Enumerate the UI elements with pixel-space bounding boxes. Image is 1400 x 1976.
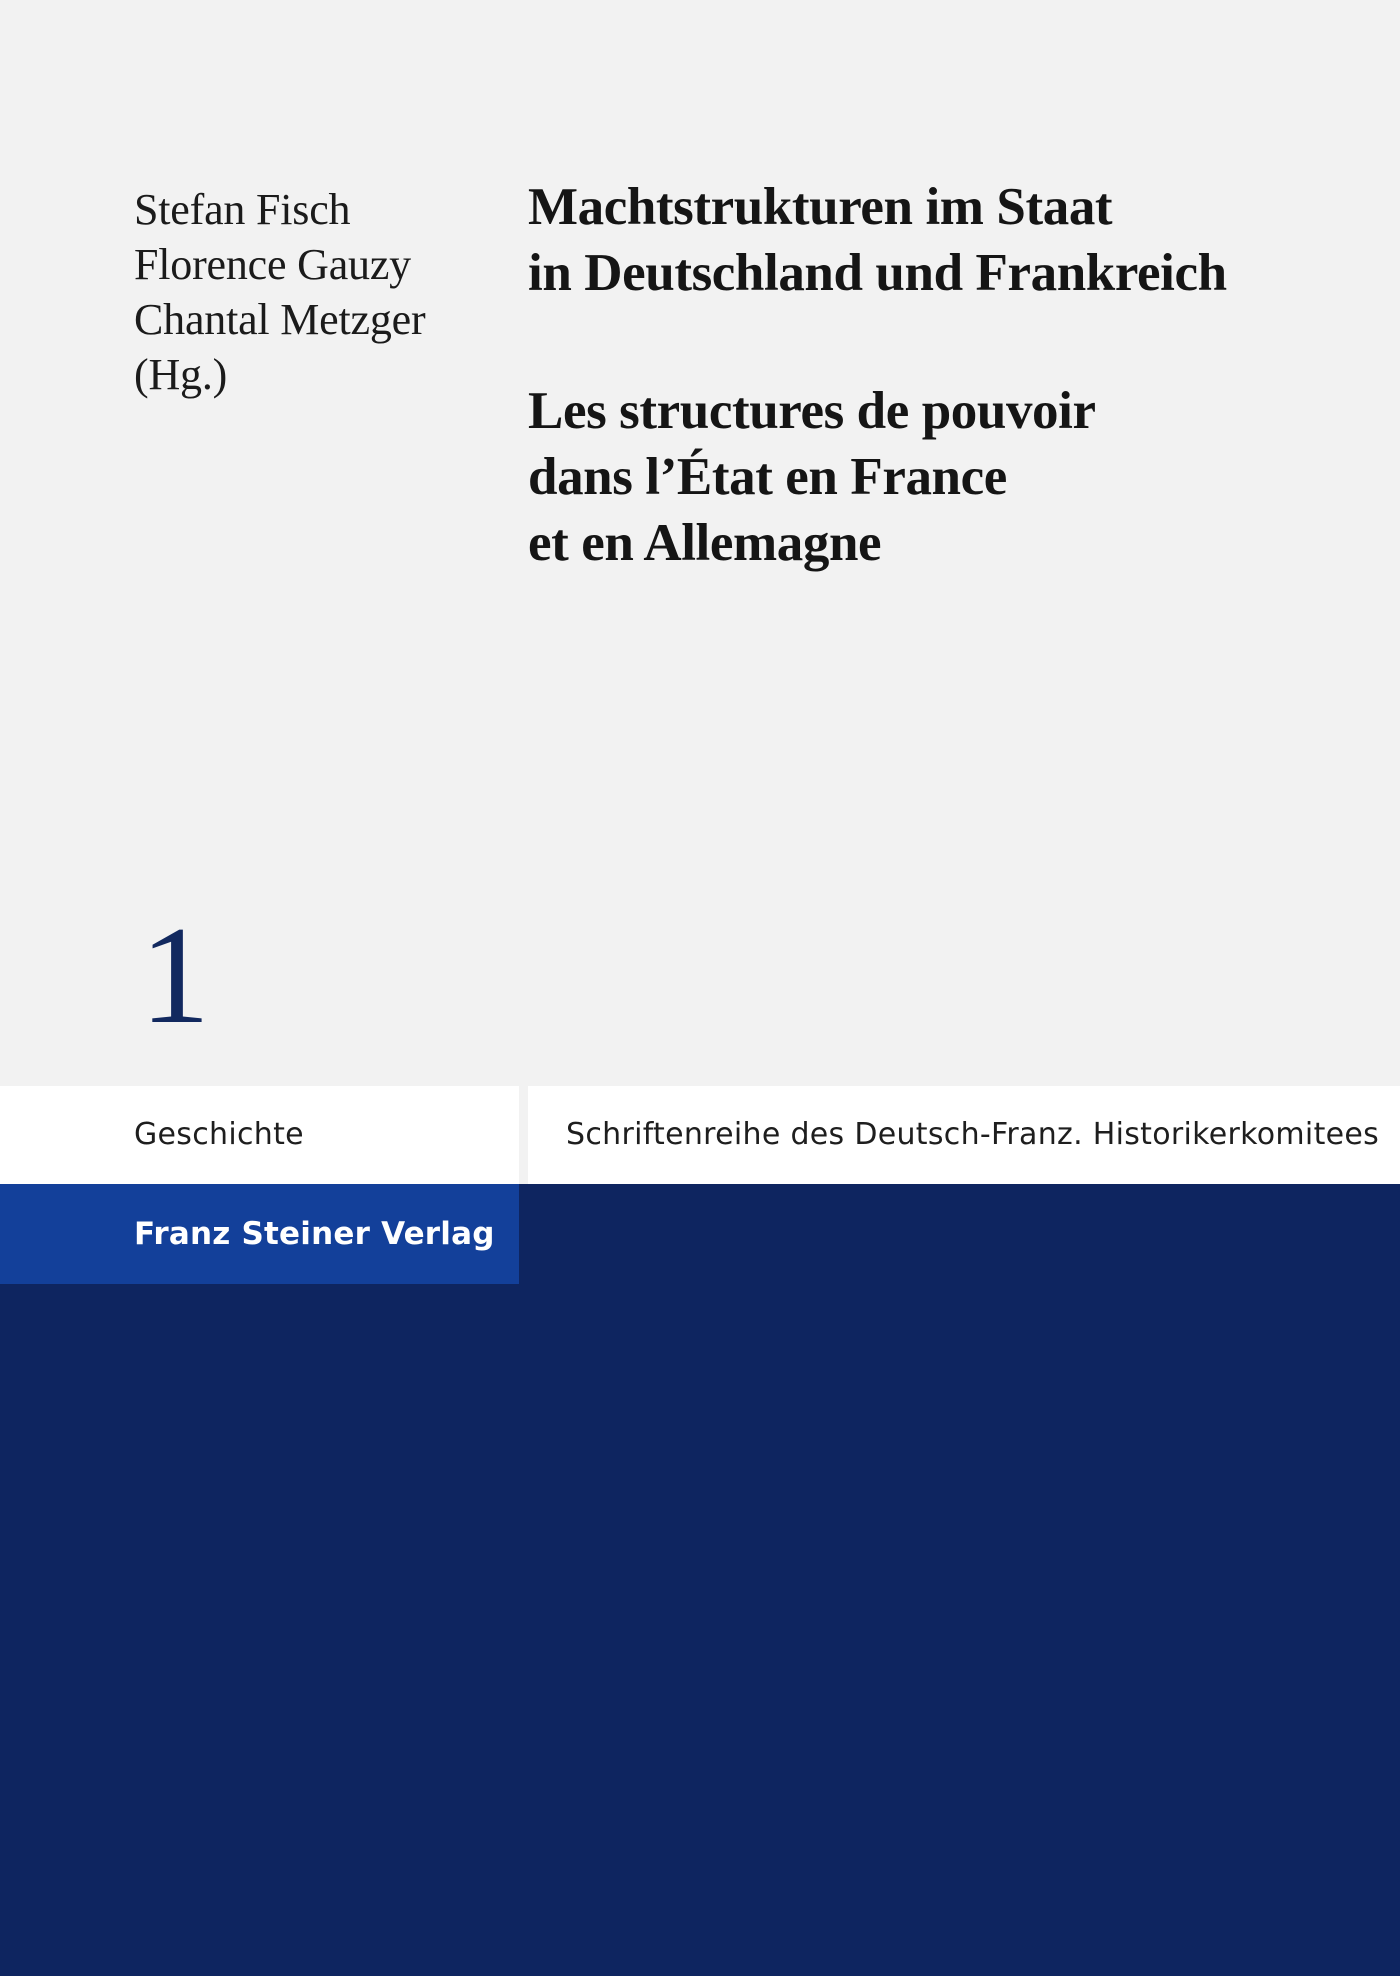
publisher-box	[0, 1184, 519, 1284]
subject-label: Geschichte	[134, 1117, 304, 1152]
series-label: Schriftenreihe des Deutsch-Franz. Historikerkomitees	[566, 1117, 1380, 1152]
title-german	[528, 174, 1368, 306]
title-line: Les structures de pouvoir	[528, 382, 1096, 440]
title-block	[528, 174, 1368, 576]
series-band	[0, 1086, 1400, 1184]
title-line: et en Allemagne	[528, 514, 882, 572]
title-line: Machtstrukturen im Staat	[528, 178, 1113, 236]
navy-bottom-field	[0, 1284, 519, 1976]
title-line: in Deutschland und Frankreich	[528, 244, 1227, 302]
title-line: dans l’État en France	[528, 448, 1007, 506]
publisher-name: Franz Steiner Verlag	[134, 1216, 495, 1252]
series-box	[528, 1086, 1400, 1184]
navy-field	[519, 1184, 1400, 1976]
editor-name: Stefan Fisch	[134, 185, 351, 234]
editor-name: Chantal Metzger	[134, 295, 426, 344]
subject-box	[0, 1086, 519, 1184]
editor-role: (Hg.)	[134, 350, 228, 399]
title-french	[528, 378, 1368, 576]
editors-block	[134, 182, 494, 402]
editor-name: Florence Gauzy	[134, 240, 411, 289]
volume-number: 1	[140, 898, 210, 1053]
